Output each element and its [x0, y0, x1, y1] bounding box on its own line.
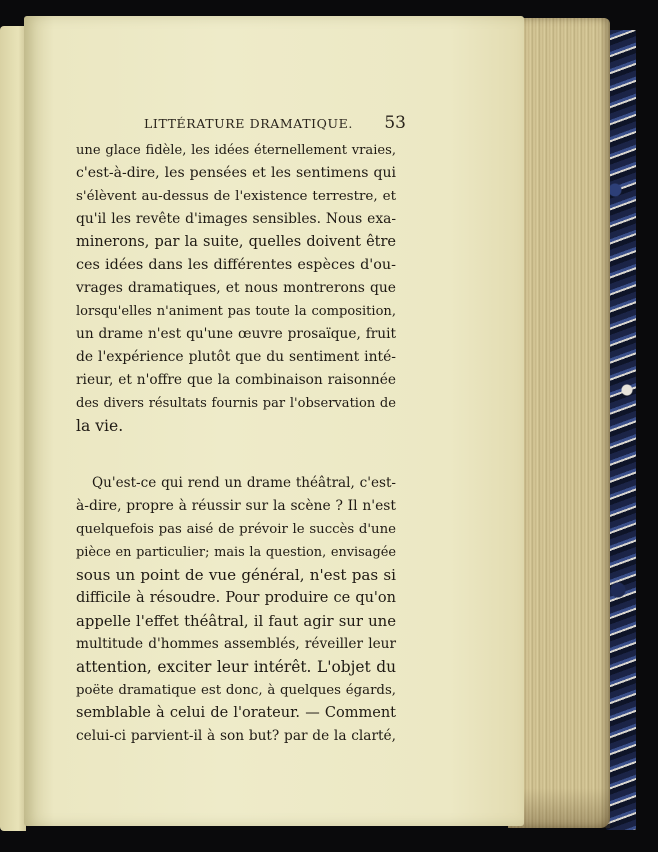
text-line: rieur, et n'offre que la combinaison raisonnée	[76, 372, 396, 388]
text-line: Qu'est-ce qui rend un drame théâtral, c'est-	[92, 475, 396, 491]
text-line: ces idées dans les différentes espèces d'ou-	[76, 257, 396, 273]
text-line: multitude d'hommes assemblés, réveiller leur	[76, 636, 396, 652]
text-line: attention, exciter leur intérêt. L'objet du	[76, 658, 396, 676]
text-line: lorsqu'elles n'animent pas toute la composition,	[76, 304, 396, 319]
text-line: minerons, par la suite, quelles doivent être	[76, 234, 396, 250]
text-line: s'élèvent au-dessus de l'existence terrestre, et	[76, 188, 396, 204]
marbled-cover	[606, 30, 636, 830]
text-line: appelle l'effet théâtral, il faut agir sur une	[76, 613, 396, 630]
running-head: LITTÉRATURE DRAMATIQUE.	[144, 116, 353, 131]
text-line: une glace fidèle, les idées éternellement vraies,	[76, 143, 396, 158]
page-number: 53	[384, 113, 406, 133]
text-line: c'est-à-dire, les pensées et les sentimens qui	[76, 165, 396, 181]
text-line: celui-ci parvient-il à son but? par de la clarté,	[76, 728, 396, 744]
paragraph-1	[76, 139, 396, 438]
text-line: pièce en particulier; mais la question, envisagée	[76, 545, 396, 560]
paragraph-gap	[76, 438, 396, 472]
text-line: difficile à résoudre. Pour produire ce qu'on	[76, 590, 396, 606]
facing-page-edge	[0, 26, 26, 831]
text-line: un drame n'est qu'une œuvre prosaïque, fruit	[76, 326, 396, 342]
text-line: vrages dramatiques, et nous montrerons que	[76, 280, 396, 296]
text-line: à-dire, propre à réussir sur la scène ? Il n'est	[76, 498, 396, 514]
text-line: la vie.	[76, 417, 124, 435]
paragraph-2	[76, 472, 396, 748]
text-line: quelquefois pas aisé de prévoir le succès d'une	[76, 522, 396, 537]
text-line: des divers résultats fournis par l'observation de	[76, 396, 396, 411]
text-line: de l'expérience plutôt que du sentiment inté-	[76, 349, 396, 365]
page-header	[144, 113, 406, 138]
body-text	[76, 139, 396, 748]
text-line: qu'il les revête d'images sensibles. Nous exa-	[76, 211, 396, 227]
text-line: sous un point de vue général, n'est pas si	[76, 566, 396, 584]
text-line: poëte dramatique est donc, à quelques égards,	[76, 683, 396, 698]
text-line: semblable à celui de l'orateur. — Comment	[76, 705, 396, 721]
